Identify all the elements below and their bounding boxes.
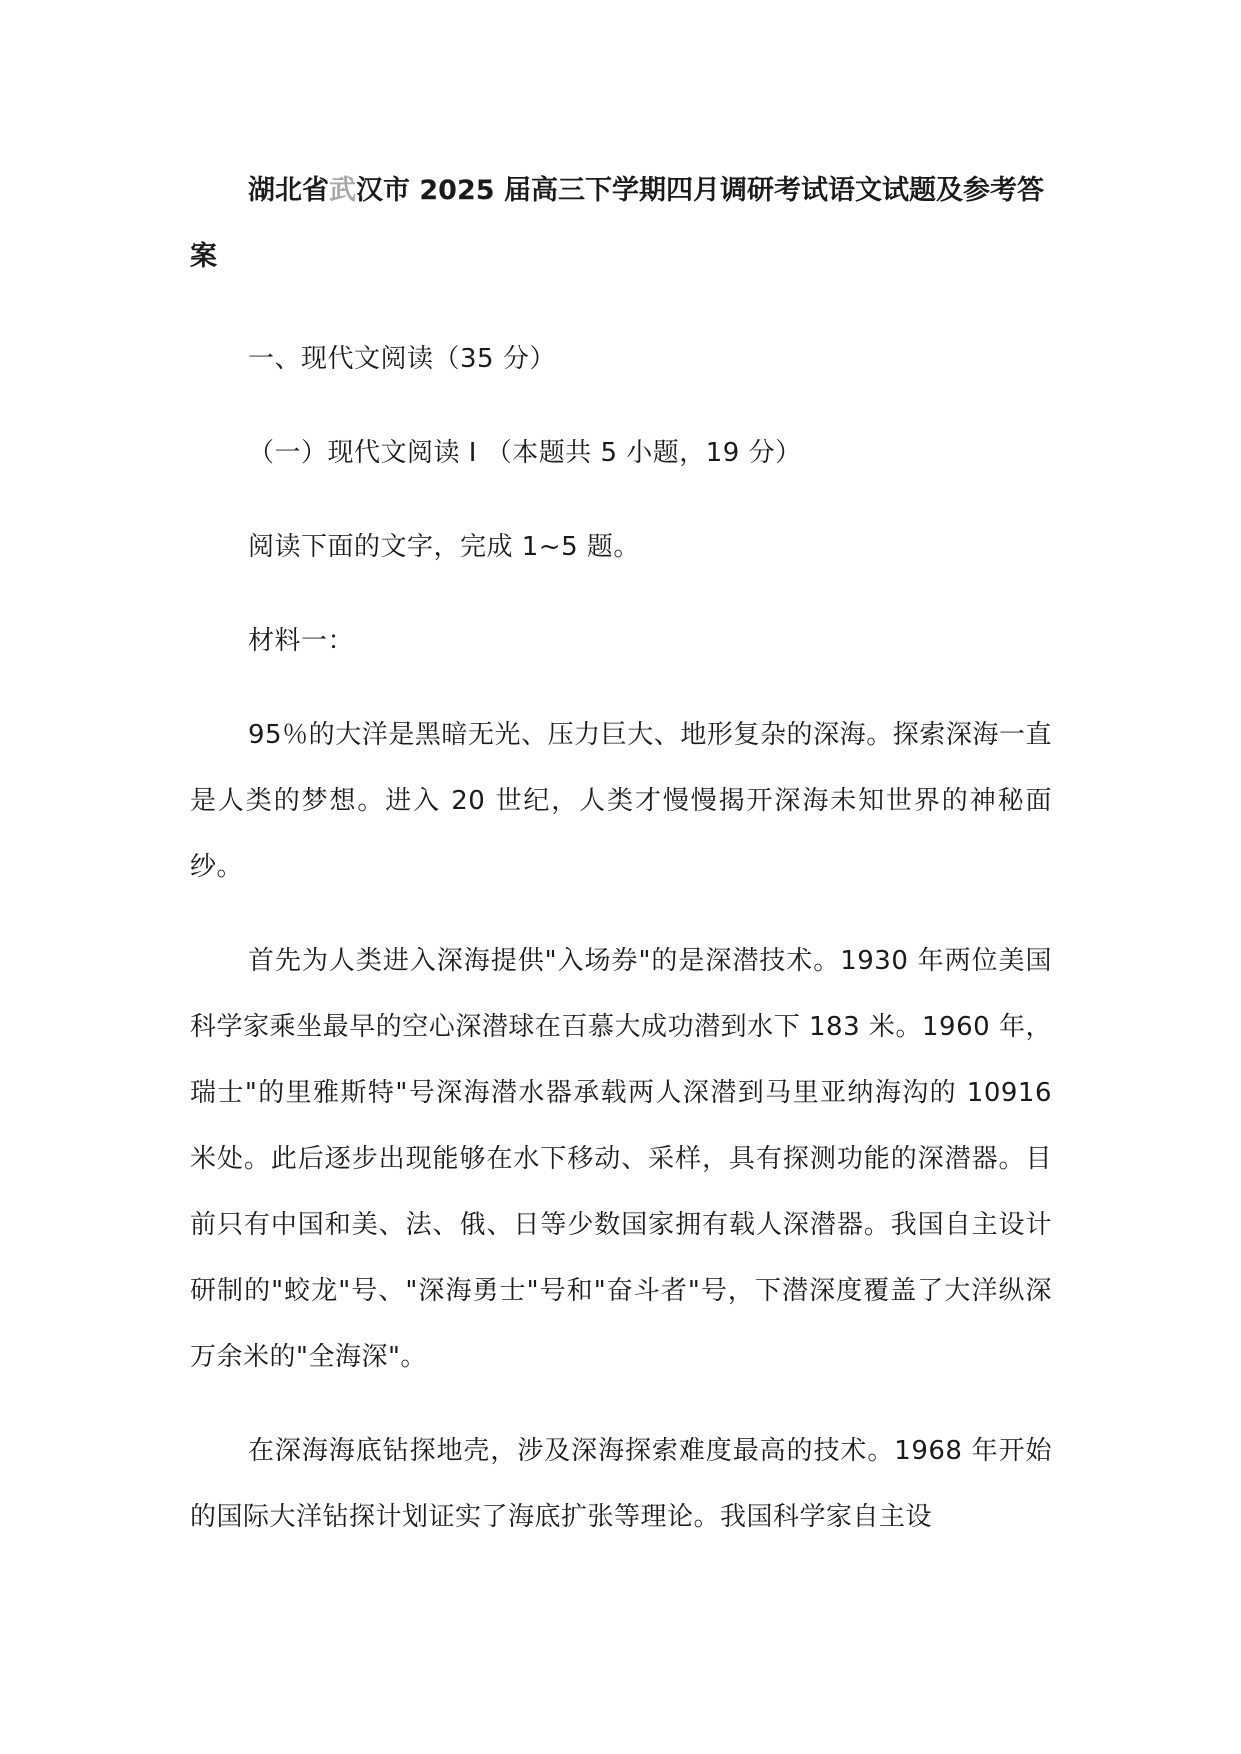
- document-content: [190, 158, 1052, 1578]
- reading-instruction: 阅读下面的文字，完成 1~5 题。: [248, 532, 640, 562]
- document-title: [190, 158, 1052, 290]
- section-heading: 一、现代文阅读（35 分）: [248, 344, 556, 374]
- body-paragraph-1: 95％的大洋是黑暗无光、压力巨大、地形复杂的深海。探索深海一直是人类的梦想。进入 20 世纪，人类才慢慢揭开深海未知世界的神秘面纱。: [190, 720, 1052, 882]
- body-paragraph-3: 在深海海底钻探地壳，涉及深海探索难度最高的技术。1968 年开始的国际大洋钻探计划证实了海底扩张等理论。我国科学家自主设: [190, 1436, 1052, 1532]
- title-text-end: 汉市 2025 届高三下学期四月调研考试语文试题及参考答案: [190, 175, 1044, 272]
- title-text-start: 湖北省: [248, 175, 329, 206]
- subsection-heading: （一）现代文阅读 Ⅰ （本题共 5 小题，19 分）: [248, 438, 802, 468]
- title-text-faded: 武: [329, 175, 356, 206]
- body-paragraph-2: 首先为人类进入深海提供"入场券"的是深潜技术。1930 年两位美国科学家乘坐最早的空心深潜球在百慕大成功潜到水下 183 米。1960 年，瑞士"的里雅斯特"号深海潜水器承载两人深潜到马里亚纳海沟的 10916 米处。此后逐步出现能够在水下移动、采样，具有探测功能的深潜器。目前只有中国和美、法、俄、日等少数国家拥有载人深潜器。我国自主设计研制的"蛟龙"号、"深海勇士"号和"奋斗者"号，下潜深度覆盖了大洋纵深万余米的"全海深"。: [190, 946, 1052, 1372]
- material-label: 材料一：: [248, 626, 355, 656]
